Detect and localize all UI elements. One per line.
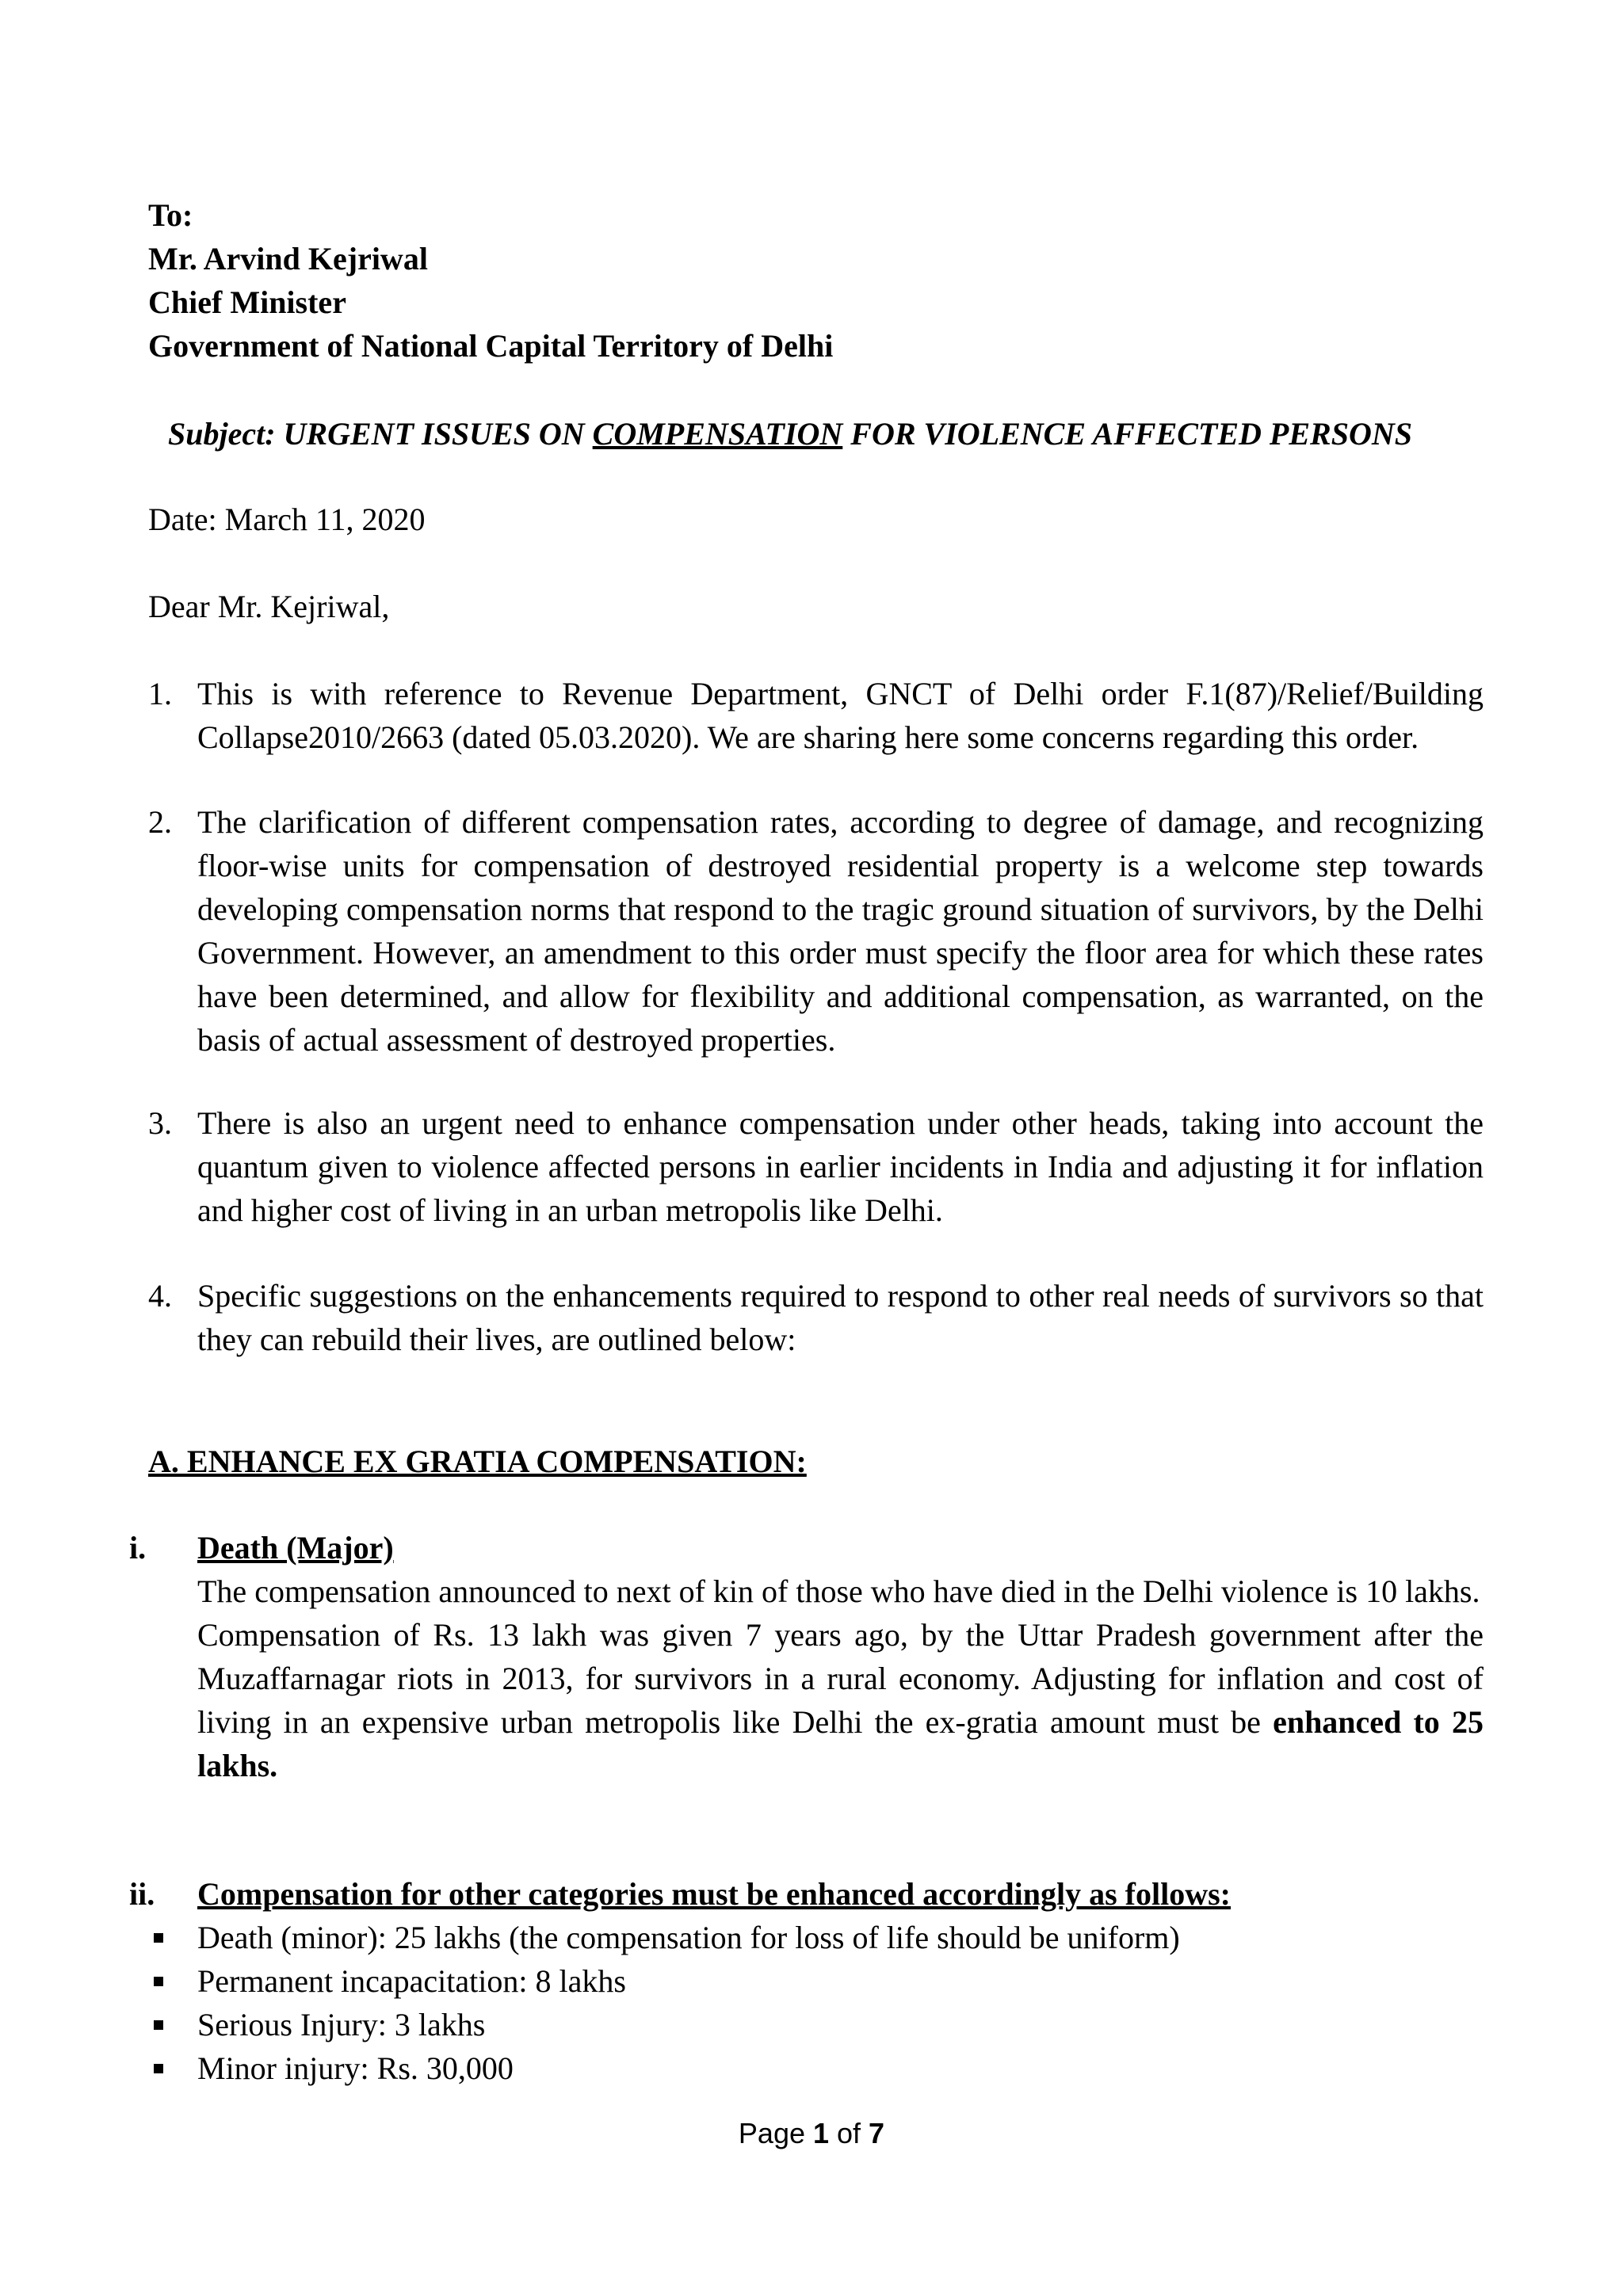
- item-ii-title: Compensation for other categories must be enhanced accordingly as follows:: [197, 1876, 1231, 1912]
- list-item: [148, 1959, 1180, 2003]
- subject-prefix: Subject: URGENT ISSUES ON: [168, 416, 593, 452]
- bullet-square-icon: [154, 1933, 163, 1943]
- paragraph-2: [148, 800, 1484, 1062]
- list-item: [148, 2046, 1180, 2090]
- item-i-body: [197, 1569, 1484, 1787]
- bullet-square-icon: [154, 1977, 163, 1986]
- page-total: 7: [869, 2117, 885, 2149]
- item-i-para-1: The compensation announced to next of kin of those who have died in the Delhi violence is 10 lakhs.: [197, 1573, 1480, 1609]
- list-item-text: Minor injury: Rs. 30,000: [197, 2050, 514, 2086]
- item-ii-heading: [129, 1872, 1231, 1916]
- subject-line: [168, 412, 1412, 456]
- item-i-heading: [129, 1526, 394, 1569]
- page-of-label: of: [829, 2117, 869, 2149]
- list-item: [148, 2003, 1180, 2046]
- subject-suffix: FOR VIOLENCE AFFECTED PERSONS: [842, 416, 1412, 452]
- paragraph-text: The clarification of different compensation rates, according to degree of damage, and recognizing floor-wise units for compensation of destroyed residential property is a welcome step towards developing compensation norms that respond to the tragic ground situation of survivors, by the Delhi Government. However, an amendment to this order must specify the floor area for which these rates have been determined, and allow for flexibility and additional compensation, as warranted, on the basis of actual assessment of destroyed properties.: [197, 804, 1484, 1058]
- item-i-title: Death (Major): [197, 1530, 394, 1566]
- list-item-text: Permanent incapacitation: 8 lakhs: [197, 1963, 626, 1999]
- paragraph-number: 2.: [148, 804, 172, 840]
- salutation: Dear Mr. Kejriwal,: [148, 589, 390, 624]
- letter-date: Date: March 11, 2020: [148, 502, 426, 537]
- paragraph-number: 4.: [148, 1278, 172, 1314]
- item-i-para-2-text: Compensation of Rs. 13 lakh was given 7 years ago, by the Uttar Pradesh government after the Muzaffarnagar riots in 2013, for survivors in a rural economy. Adjusting for inflation and cost of living in an expensive urban metropolis like Delhi the ex-gratia amount must be: [197, 1617, 1484, 1740]
- compensation-list: [148, 1916, 1180, 2090]
- item-i-roman: i.: [129, 1530, 147, 1566]
- paragraph-4: [148, 1274, 1484, 1361]
- page-current: 1: [812, 2117, 830, 2149]
- paragraph-text: This is with reference to Revenue Department, GNCT of Delhi order F.1(87)/Relief/Building Collapse2010/2663 (dated 05.03.2020). We are sharing here some concerns regarding this order.: [197, 676, 1484, 755]
- page-footer: [0, 2114, 1623, 2153]
- subject-underlined: COMPENSATION: [592, 416, 843, 452]
- address-government: Government of National Capital Territory of Delhi: [148, 328, 834, 364]
- page-label: Page: [738, 2117, 813, 2149]
- item-ii-roman: ii.: [129, 1876, 155, 1912]
- item-i-para-2: [197, 1613, 1484, 1787]
- address-designation: Chief Minister: [148, 284, 346, 320]
- bullet-square-icon: [154, 2064, 163, 2073]
- paragraph-number: 1.: [148, 676, 172, 711]
- paragraph-1: [148, 672, 1484, 759]
- paragraph-3: [148, 1101, 1484, 1232]
- paragraph-text: There is also an urgent need to enhance compensation under other heads, taking into account the quantum given to violence affected persons in earlier incidents in India and adjusting it for inflation and higher cost of living in an urban metropolis like Delhi.: [197, 1105, 1484, 1228]
- bullet-square-icon: [154, 2020, 163, 2030]
- section-a-heading: A. ENHANCE EX GRATIA COMPENSATION:: [148, 1444, 807, 1479]
- list-item-text: Serious Injury: 3 lakhs: [197, 2007, 486, 2042]
- address-name: Mr. Arvind Kejriwal: [148, 241, 428, 277]
- recipient-address: [148, 193, 833, 368]
- paragraph-number: 3.: [148, 1105, 172, 1141]
- item-i-para-2-bold: enhanced to 25 lakhs.: [197, 1704, 1484, 1783]
- list-item: [148, 1916, 1180, 1959]
- list-item-text: Death (minor): 25 lakhs (the compensation for loss of life should be uniform): [197, 1920, 1180, 1955]
- paragraph-text: Specific suggestions on the enhancements required to respond to other real needs of survivors so that they can rebuild their lives, are outlined below:: [197, 1278, 1484, 1357]
- address-to: To:: [148, 197, 193, 233]
